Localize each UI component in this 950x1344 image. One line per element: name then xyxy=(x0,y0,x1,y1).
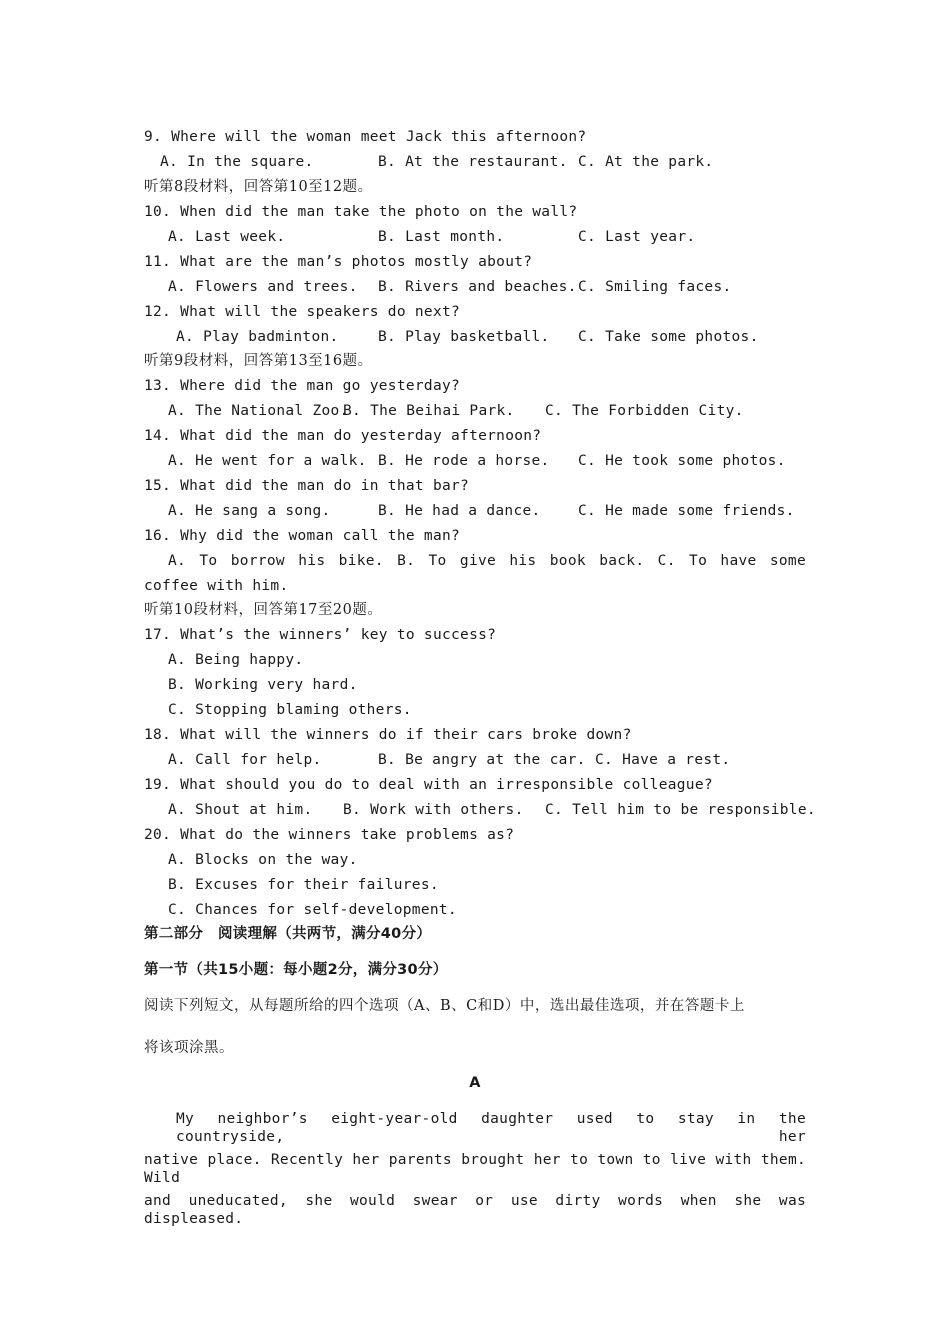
question-14-option-b: B. He rode a horse. xyxy=(378,453,550,469)
question-13-option-c: C. The Forbidden City. xyxy=(545,403,744,419)
question-19-option-b: B. Work with others. xyxy=(343,802,524,818)
question-13-option-a: A. The National Zoo. xyxy=(168,403,349,419)
section-10-heading: 听第10段材料，回答第17至20题。 xyxy=(144,602,383,618)
passage-label: A xyxy=(469,1075,481,1091)
question-19-option-a: A. Shout at him. xyxy=(168,802,313,818)
question-20-option-b: B. Excuses for their failures. xyxy=(168,877,439,893)
question-12-option-c: C. Take some photos. xyxy=(578,329,759,345)
question-17-option-c: C. Stopping blaming others. xyxy=(168,702,412,718)
question-19-option-c: C. Tell him to be responsible. xyxy=(545,802,816,818)
question-10-option-b: B. Last month. xyxy=(378,229,505,245)
question-19-stem: 19. What should you do to deal with an irresponsible colleague? xyxy=(144,777,713,793)
question-15-option-b: B. He had a dance. xyxy=(378,503,541,519)
question-17-option-a: A. Being happy. xyxy=(168,652,304,668)
question-18-option-b: B. Be angry at the car. xyxy=(378,752,586,768)
question-14-option-c: C. He took some photos. xyxy=(578,453,786,469)
question-13-option-b: B. The Beihai Park. xyxy=(343,403,515,419)
question-20-option-c: C. Chances for self-development. xyxy=(168,902,457,918)
section-9-heading: 听第9段材料，回答第13至16题。 xyxy=(144,353,373,369)
question-9-option-b: B. At the restaurant. xyxy=(378,154,568,170)
question-20-option-a: A. Blocks on the way. xyxy=(168,852,358,868)
question-14-option-a: A. He went for a walk. xyxy=(168,453,367,469)
question-9-option-a: A. In the square. xyxy=(160,154,314,170)
passage-line-3: and uneducated, she would swear or use dirty words when she was displeased. xyxy=(144,1193,806,1227)
question-9-option-c: C. At the park. xyxy=(578,154,714,170)
question-11-option-a: A. Flowers and trees. xyxy=(168,279,358,295)
question-11-option-b: B. Rivers and beaches. xyxy=(378,279,577,295)
question-14-stem: 14. What did the man do yesterday afternoon? xyxy=(144,428,542,444)
question-17-stem: 17. What’s the winners’ key to success? xyxy=(144,627,497,643)
question-10-stem: 10. When did the man take the photo on the wall? xyxy=(144,204,578,220)
question-18-option-c: C. Have a rest. xyxy=(595,752,731,768)
passage-line-2: native place. Recently her parents brought her to town to live with them. Wild xyxy=(144,1152,806,1186)
passage-line-1: My neighbor’s eight-year-old daughter used to stay in the countryside, her xyxy=(176,1111,806,1145)
question-10-option-c: C. Last year. xyxy=(578,229,696,245)
question-12-stem: 12. What will the speakers do next? xyxy=(144,304,461,320)
question-16-options-continued: coffee with him. xyxy=(144,578,289,594)
question-12-option-b: B. Play basketball. xyxy=(378,329,550,345)
question-18-option-a: A. Call for help. xyxy=(168,752,322,768)
question-10-option-a: A. Last week. xyxy=(168,229,286,245)
question-12-option-a: A. Play badminton. xyxy=(176,329,339,345)
question-17-option-b: B. Working very hard. xyxy=(168,677,358,693)
question-16-stem: 16. Why did the woman call the man? xyxy=(144,528,461,544)
part-2-heading: 第二部分 阅读理解（共两节，满分40分） xyxy=(144,926,432,942)
question-18-stem: 18. What will the winners do if their cars broke down? xyxy=(144,727,632,743)
question-13-stem: 13. Where did the man go yesterday? xyxy=(144,378,461,394)
question-16-options: A. To borrow his bike. B. To give his book back. C. To have some xyxy=(168,553,806,569)
question-11-stem: 11. What are the man’s photos mostly about? xyxy=(144,254,533,270)
question-15-stem: 15. What did the man do in that bar? xyxy=(144,478,470,494)
instruction-line-1: 阅读下列短文，从每题所给的四个选项（A、B、C和D）中，选出最佳选项，并在答题卡上 xyxy=(144,998,745,1014)
question-11-option-c: C. Smiling faces. xyxy=(578,279,732,295)
question-15-option-a: A. He sang a song. xyxy=(168,503,331,519)
question-15-option-c: C. He made some friends. xyxy=(578,503,795,519)
section-8-heading: 听第8段材料，回答第10至12题。 xyxy=(144,179,373,195)
question-9-stem: 9. Where will the woman meet Jack this afternoon? xyxy=(144,129,587,145)
instruction-line-2: 将该项涂黑。 xyxy=(144,1040,234,1056)
question-20-stem: 20. What do the winners take problems as? xyxy=(144,827,515,843)
section-1-heading: 第一节（共15小题：每小题2分，满分30分） xyxy=(144,962,448,978)
